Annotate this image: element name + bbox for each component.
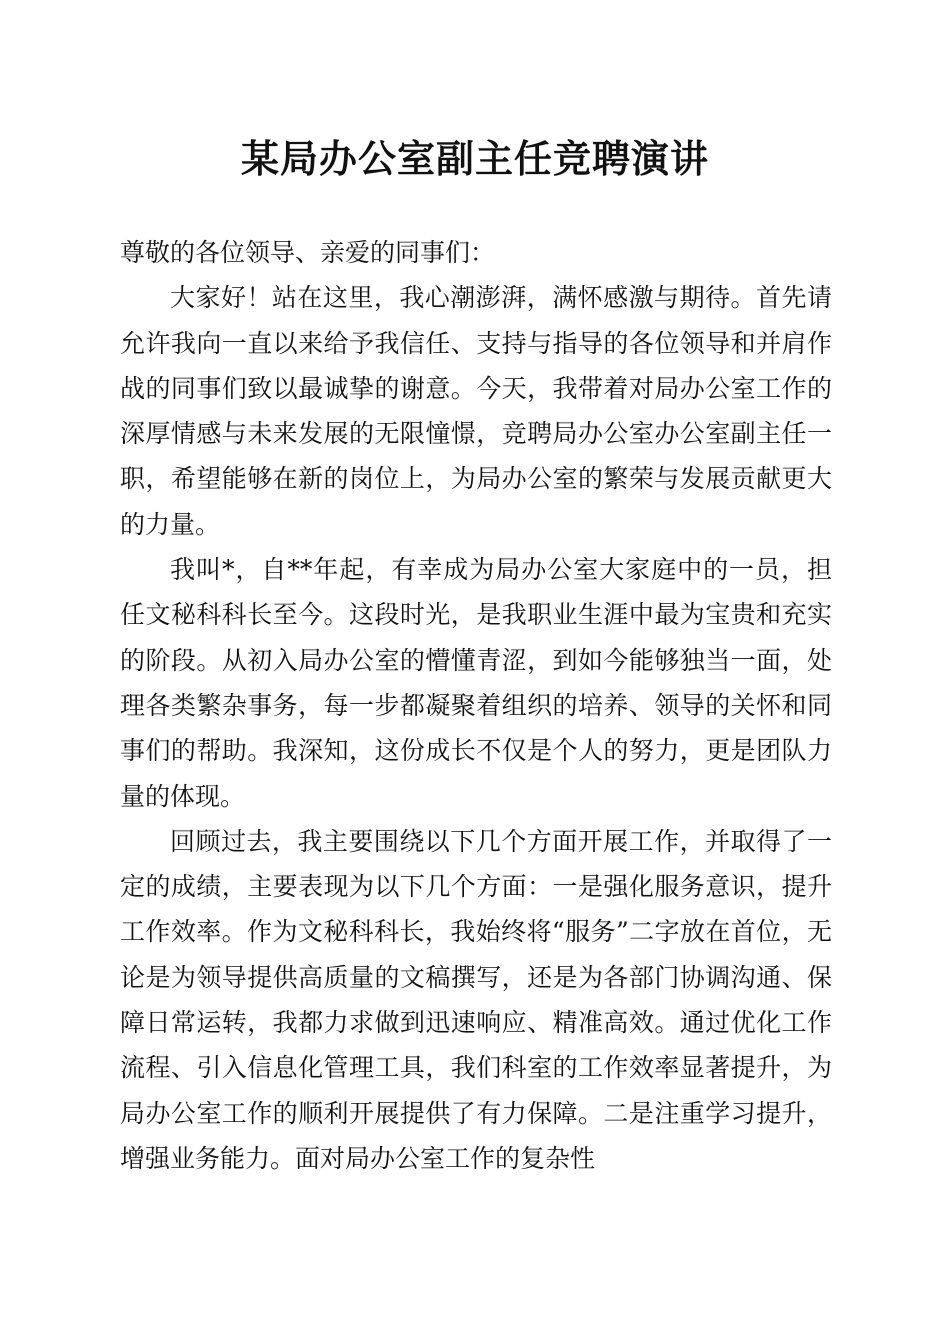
document-body [120,230,832,1181]
paragraph-work-review: 回顾过去，我主要围绕以下几个方面开展工作，并取得了一定的成绩，主要表现为以下几个方面：一是强化服务意识，提升工作效率。作为文秘科科长，我始终将“服务”二字放在首位，无论是为领导提供高质量的文稿撰写，还是为各部门协调沟通、保障日常运转，我都力求做到迅速响应、精准高效。通过优化工作流程、引入信息化管理工具，我们科室的工作效率显著提升，为局办公室工作的顺利开展提供了有力保障。二是注重学习提升，增强业务能力。面对局办公室工作的复杂性 [120,826,832,1173]
paragraph-greeting: 大家好！站在这里，我心潮澎湃，满怀感激与期待。首先请允许我向一直以来给予我信任、支持与指导的各位领导和并肩作战的同事们致以最诚挚的谢意。今天，我带着对局办公室工作的深厚情感与未来发展的无限憧憬，竞聘局办公室办公室副主任一职，希望能够在新的岗位上，为局办公室的繁荣与发展贡献更大的力量。 [120,283,832,539]
document-title: 某局办公室副主任竞聘演讲 [240,136,709,181]
paragraph-self-introduction: 我叫*，自**年起，有幸成为局办公室大家庭中的一员，担任文秘科科长至今。这段时光，是我职业生涯中最为宝贵和充实的阶段。从初入局办公室的懵懂青涩，到如今能够独当一面，处理各类繁杂事务，每一步都凝聚着组织的培养、领导的关怀和同事们的帮助。我深知，这份成长不仅是个人的努力，更是团队力量的体现。 [120,555,832,811]
salutation: 尊敬的各位领导、亲爱的同事们： [120,238,496,267]
